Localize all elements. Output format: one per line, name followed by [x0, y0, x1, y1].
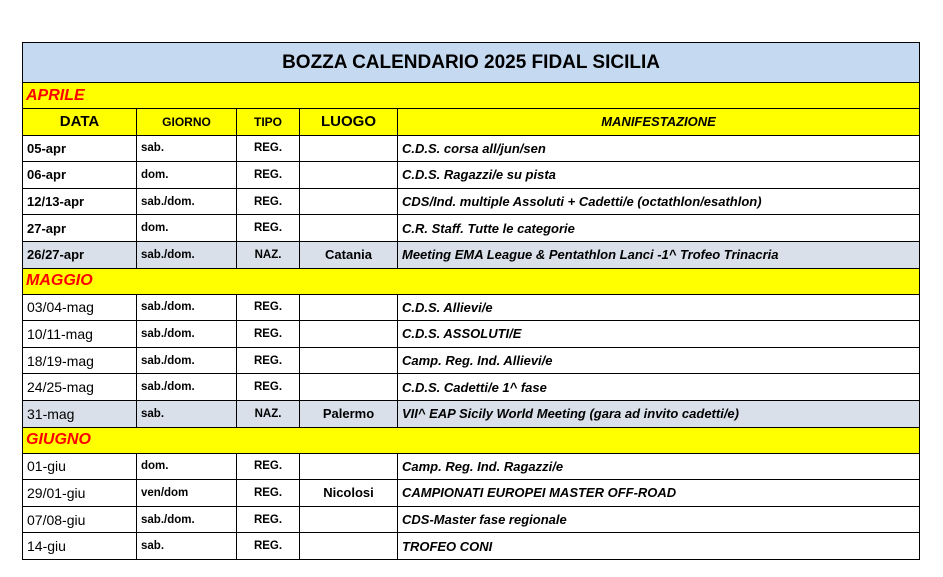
- cell-giorno: sab./dom.: [137, 188, 237, 215]
- cell-luogo: [300, 294, 398, 321]
- cell-luogo: [300, 533, 398, 560]
- cell-tipo: REG.: [237, 215, 300, 242]
- cell-tipo: REG.: [237, 506, 300, 533]
- cell-luogo: [300, 135, 398, 162]
- cell-giorno: dom.: [137, 215, 237, 242]
- cell-manifestazione: C.D.S. ASSOLUTI/E: [398, 321, 920, 348]
- table-row: [23, 294, 920, 321]
- table-row: [23, 506, 920, 533]
- cell-giorno: ven/dom: [137, 480, 237, 507]
- cell-data: 10/11-mag: [23, 321, 137, 348]
- cell-manifestazione: CDS/Ind. multiple Assoluti + Cadetti/e (octathlon/esathlon): [398, 188, 920, 215]
- month-row: [23, 427, 920, 453]
- header-giorno: GIORNO: [137, 109, 237, 136]
- table-row: [23, 321, 920, 348]
- cell-tipo: REG.: [237, 480, 300, 507]
- cell-tipo: REG.: [237, 321, 300, 348]
- cell-giorno: sab./dom.: [137, 374, 237, 401]
- cell-giorno: sab.: [137, 400, 237, 427]
- header-data: DATA: [23, 109, 137, 136]
- cell-data: 18/19-mag: [23, 347, 137, 374]
- cell-tipo: NAZ.: [237, 400, 300, 427]
- cell-luogo: [300, 321, 398, 348]
- cell-luogo: Catania: [300, 241, 398, 268]
- cell-giorno: sab./dom.: [137, 347, 237, 374]
- cell-luogo: [300, 347, 398, 374]
- cell-giorno: sab./dom.: [137, 506, 237, 533]
- cell-luogo: [300, 188, 398, 215]
- table-row: [23, 162, 920, 189]
- cell-data: 14-giu: [23, 533, 137, 560]
- cell-data: 07/08-giu: [23, 506, 137, 533]
- cell-manifestazione: C.D.S. Allievi/e: [398, 294, 920, 321]
- table-row: [23, 241, 920, 268]
- cell-manifestazione: CAMPIONATI EUROPEI MASTER OFF-ROAD: [398, 480, 920, 507]
- title-row: [23, 43, 920, 83]
- table-row: [23, 188, 920, 215]
- cell-data: 24/25-mag: [23, 374, 137, 401]
- cell-tipo: REG.: [237, 453, 300, 480]
- cell-manifestazione: TROFEO CONI: [398, 533, 920, 560]
- cell-manifestazione: C.D.S. Ragazzi/e su pista: [398, 162, 920, 189]
- cell-tipo: REG.: [237, 294, 300, 321]
- cell-data: 01-giu: [23, 453, 137, 480]
- header-luogo: LUOGO: [300, 109, 398, 136]
- cell-luogo: [300, 453, 398, 480]
- cell-manifestazione: Camp. Reg. Ind. Allievi/e: [398, 347, 920, 374]
- cell-manifestazione: Meeting EMA League & Pentathlon Lanci -1^ Trofeo Trinacria: [398, 241, 920, 268]
- cell-tipo: REG.: [237, 374, 300, 401]
- cell-giorno: sab.: [137, 135, 237, 162]
- cell-luogo: [300, 215, 398, 242]
- cell-giorno: sab./dom.: [137, 321, 237, 348]
- table-row: [23, 480, 920, 507]
- cell-giorno: dom.: [137, 453, 237, 480]
- cell-luogo: Palermo: [300, 400, 398, 427]
- cell-data: 27-apr: [23, 215, 137, 242]
- calendar-body: [23, 43, 920, 560]
- table-row: [23, 135, 920, 162]
- cell-manifestazione: C.D.S. corsa all/jun/sen: [398, 135, 920, 162]
- month-label: MAGGIO: [23, 268, 920, 294]
- header-tipo: TIPO: [237, 109, 300, 136]
- table-row: [23, 215, 920, 242]
- header-row: [23, 109, 920, 136]
- cell-data: 06-apr: [23, 162, 137, 189]
- cell-luogo: [300, 162, 398, 189]
- cell-luogo: [300, 506, 398, 533]
- header-manifestazione: MANIFESTAZIONE: [398, 109, 920, 136]
- month-label: APRILE: [23, 83, 920, 109]
- month-row: [23, 83, 920, 109]
- cell-manifestazione: CDS-Master fase regionale: [398, 506, 920, 533]
- table-row: [23, 453, 920, 480]
- cell-giorno: sab.: [137, 533, 237, 560]
- cell-tipo: NAZ.: [237, 241, 300, 268]
- cell-data: 05-apr: [23, 135, 137, 162]
- month-label: GIUGNO: [23, 427, 920, 453]
- cell-tipo: REG.: [237, 162, 300, 189]
- cell-data: 03/04-mag: [23, 294, 137, 321]
- page-title: BOZZA CALENDARIO 2025 FIDAL SICILIA: [23, 43, 920, 83]
- cell-giorno: dom.: [137, 162, 237, 189]
- table-row: [23, 533, 920, 560]
- calendar-table: [22, 42, 920, 560]
- cell-data: 29/01-giu: [23, 480, 137, 507]
- month-row: [23, 268, 920, 294]
- table-row: [23, 347, 920, 374]
- cell-manifestazione: Camp. Reg. Ind. Ragazzi/e: [398, 453, 920, 480]
- cell-manifestazione: C.D.S. Cadetti/e 1^ fase: [398, 374, 920, 401]
- cell-giorno: sab./dom.: [137, 241, 237, 268]
- table-row: [23, 400, 920, 427]
- cell-data: 26/27-apr: [23, 241, 137, 268]
- cell-manifestazione: C.R. Staff. Tutte le categorie: [398, 215, 920, 242]
- cell-tipo: REG.: [237, 347, 300, 374]
- cell-data: 12/13-apr: [23, 188, 137, 215]
- cell-tipo: REG.: [237, 533, 300, 560]
- cell-manifestazione: VII^ EAP Sicily World Meeting (gara ad invito cadetti/e): [398, 400, 920, 427]
- cell-giorno: sab./dom.: [137, 294, 237, 321]
- table-row: [23, 374, 920, 401]
- cell-data: 31-mag: [23, 400, 137, 427]
- cell-tipo: REG.: [237, 135, 300, 162]
- cell-luogo: [300, 374, 398, 401]
- cell-tipo: REG.: [237, 188, 300, 215]
- cell-luogo: Nicolosi: [300, 480, 398, 507]
